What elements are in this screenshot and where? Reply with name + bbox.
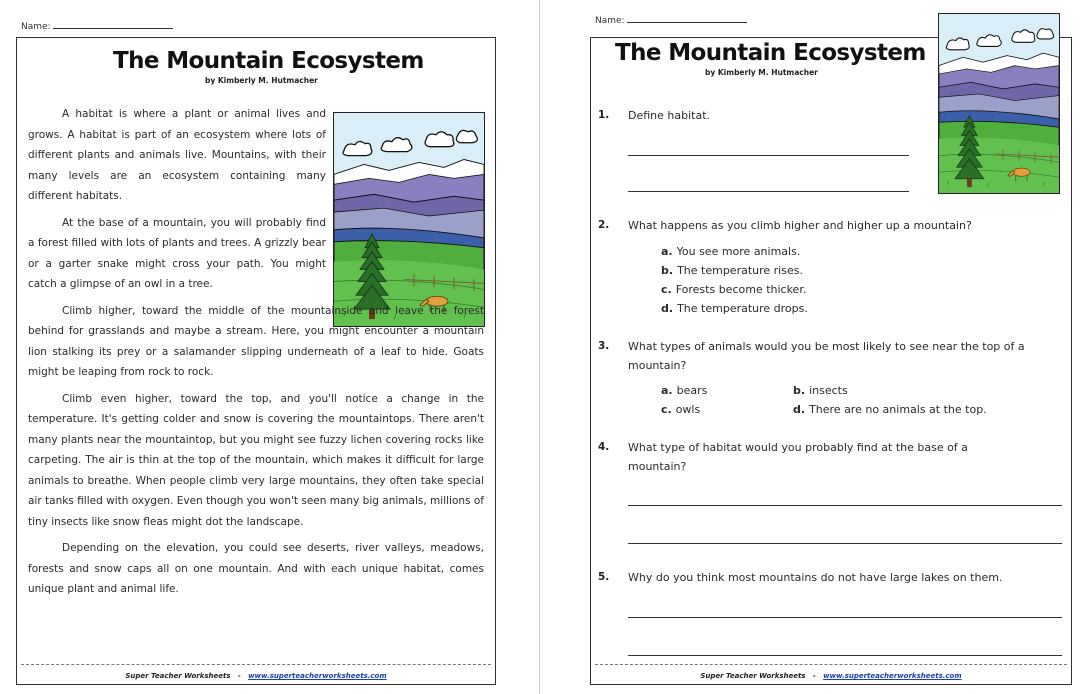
worksheet-title: The Mountain Ecosystem xyxy=(615,40,926,66)
question-2-text: What happens as you climb higher and higher up a mountain? xyxy=(628,219,972,232)
question-1-number: 1. xyxy=(598,109,610,121)
name-blank[interactable] xyxy=(627,14,747,23)
footer-brand: Super Teacher Worksheets xyxy=(700,672,806,680)
footer-sep: - xyxy=(812,672,816,680)
author-byline: by Kimberly M. Hutmacher xyxy=(205,76,318,85)
name-blank[interactable] xyxy=(53,20,173,29)
passage-frame xyxy=(16,37,496,685)
footer xyxy=(591,672,1071,680)
answer-line[interactable] xyxy=(628,617,1062,618)
question-3-option-d[interactable] xyxy=(793,403,987,416)
option-letter: d. xyxy=(793,403,806,416)
footer-divider xyxy=(595,664,1067,665)
question-2-number: 2. xyxy=(598,219,610,231)
question-4-text: What type of habitat would you probably find at the base of a mountain? xyxy=(628,441,968,473)
option-text: The temperature rises. xyxy=(677,264,803,277)
question-3-option-b[interactable] xyxy=(793,384,848,397)
option-text: Forests become thicker. xyxy=(675,283,807,296)
option-letter: d. xyxy=(661,302,674,315)
answer-line[interactable] xyxy=(628,655,1062,656)
passage-paragraph-2: At the base of a mountain, you will probably find a forest filled with lots of plants and trees. A grizzly bear or a garter snake might cross your path. You might catch a glimpse of an owl in a tree. xyxy=(28,216,326,290)
question-5-text: Why do you think most mountains do not have large lakes on them. xyxy=(628,571,1003,584)
passage-paragraph-1: A habitat is where a plant or animal lives and grows. A habitat is part of an ecosystem where lots of different plants and animals live. Mountains, with their many levels are an ecosystem containing many different habitats. xyxy=(28,108,326,202)
footer-divider xyxy=(21,664,491,665)
question-3-number: 3. xyxy=(598,340,610,352)
option-text: You see more animals. xyxy=(676,245,801,258)
option-text: There are no animals at the top. xyxy=(809,403,987,416)
question-1-text: Define habitat. xyxy=(628,109,711,122)
question-2-option-b[interactable] xyxy=(661,264,803,277)
answer-line[interactable] xyxy=(628,191,909,192)
footer-link[interactable]: www.superteacherworksheets.com xyxy=(248,672,387,680)
question-4-number: 4. xyxy=(598,441,610,453)
passage-paragraph-3: Climb higher, toward the middle of the mountainside and leave the forest behind for grasslands and maybe a stream. Here, you might encounter a mountain lion stalking its prey or a salamander slipping underneath of a leaf to hide. Goats might be leaping from rock to rock. xyxy=(28,304,484,378)
option-letter: b. xyxy=(793,384,806,397)
name-line xyxy=(595,14,747,26)
question-5-number: 5. xyxy=(598,571,610,583)
question-2-option-a[interactable] xyxy=(661,245,800,258)
answer-line[interactable] xyxy=(628,155,909,156)
option-text: bears xyxy=(676,384,708,397)
passage-paragraph-4: Climb even higher, toward the top, and you'll notice a change in the temperature. It's getting colder and snow is covering the mountaintops. There aren't many plants near the mountaintop, but you might see fuzzy lichen covering rocks like carpeting. The air is thin at the top of the mountain, which makes it difficult for large animals to breathe. When people climb very large mountains, they often take special air tanks filled with oxygen. Even though you won't seen many big animals, millions of tiny insects like snow fleas might dot the landscape. xyxy=(28,392,484,528)
question-3-text: What types of animals would you be most likely to see near the top of a mountain? xyxy=(628,340,1025,372)
option-letter: a. xyxy=(661,245,673,258)
option-letter: a. xyxy=(661,384,673,397)
question-3-option-c[interactable] xyxy=(661,403,700,416)
name-line xyxy=(21,20,173,32)
footer-sep: - xyxy=(237,672,241,680)
author-byline: by Kimberly M. Hutmacher xyxy=(705,68,818,77)
questions-page xyxy=(541,0,1080,694)
footer-brand: Super Teacher Worksheets xyxy=(125,672,231,680)
name-label: Name: xyxy=(595,16,625,26)
name-label: Name: xyxy=(21,22,51,32)
option-text: owls xyxy=(675,403,701,416)
answer-line[interactable] xyxy=(628,505,1062,506)
option-text: The temperature drops. xyxy=(677,302,808,315)
question-2-option-d[interactable] xyxy=(661,302,808,315)
answer-line[interactable] xyxy=(628,543,1062,544)
mountain-meadow-illustration xyxy=(938,13,1060,194)
question-3-option-a[interactable] xyxy=(661,384,707,397)
worksheet-title: The Mountain Ecosystem xyxy=(113,48,424,74)
reading-passage xyxy=(28,104,484,606)
option-letter: c. xyxy=(661,403,672,416)
option-text: insects xyxy=(809,384,848,397)
footer-link[interactable]: www.superteacherworksheets.com xyxy=(823,672,962,680)
passage-paragraph-5: Depending on the elevation, you could see deserts, river valleys, meadows, forests and snow caps all on one mountain. And with each unique habitat, comes unique plant and animal life. xyxy=(28,542,484,595)
question-2-option-c[interactable] xyxy=(661,283,806,296)
footer xyxy=(17,672,495,680)
option-letter: b. xyxy=(661,264,674,277)
option-letter: c. xyxy=(661,283,672,296)
